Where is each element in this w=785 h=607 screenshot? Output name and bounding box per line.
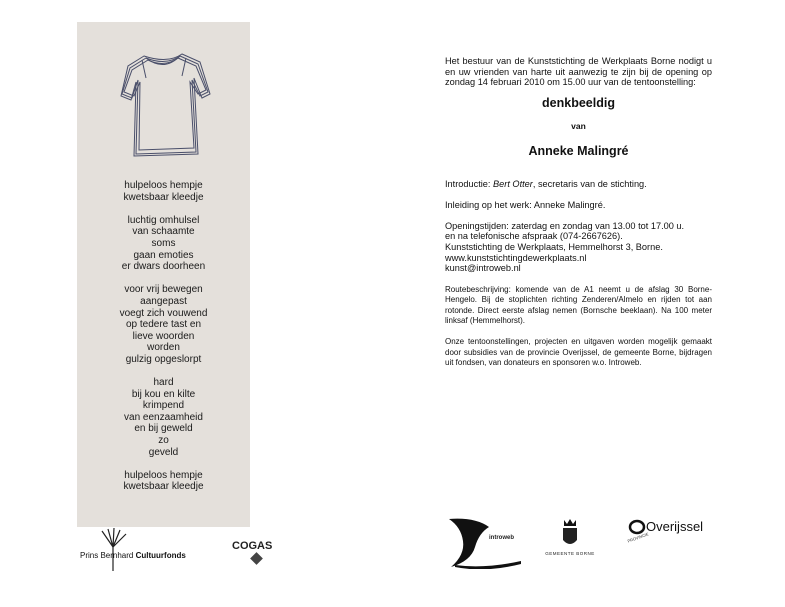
artist-name: Anneke Malingré (528, 143, 629, 158)
poem-line: hulpeloos hempje (124, 180, 203, 191)
van-label: van (571, 121, 586, 132)
opening-info (445, 221, 712, 274)
introductie-label: Introductie: (445, 178, 494, 189)
email-link[interactable]: kunst@introweb.nl (445, 263, 521, 274)
opening-line: Kunststichting de Werkplaats, Hemmelhorst 3, Borne. (445, 241, 663, 252)
crest-icon (559, 518, 581, 550)
poem-stanza (77, 377, 250, 458)
poem-line: en bij geweld (134, 423, 193, 435)
introweb-logo (445, 517, 525, 569)
subsidies-text: Onze tentoonstellingen, projecten en uitgaven worden mogelijk gemaakt door subsidies van de provincie Overijssel, de gemeente Borne, bijdragen uit fondsen, van donateurs en sponsoren w.o. Introweb. (445, 337, 712, 368)
poem-line: kwetsbaar kleedje (123, 191, 204, 203)
flower-icon (98, 527, 128, 571)
introductie-rest: , secretaris van de stichting. (532, 178, 647, 189)
website-link[interactable]: www.kunststichtingdewerkplaats.nl (445, 252, 587, 263)
introductie (445, 179, 712, 190)
poem-line: hulpeloos hempje (124, 469, 203, 481)
cultuurfonds-text: Cultuurfonds (135, 551, 186, 560)
prins-bernhard-cultuurfonds-logo (80, 527, 186, 575)
poem-line: zo (158, 435, 169, 447)
opening-line: Openingstijden: zaterdag en zondag van 13.00 tot 17.00 u. (445, 220, 685, 231)
poem-line: worden (147, 342, 180, 354)
poem-line: kwetsbaar kleedje (123, 481, 204, 493)
poem-line: voegt zich vouwend (119, 307, 208, 319)
opening-line: en na telefonische afspraak (074-2667626). (445, 231, 623, 242)
gemeente-borne-text: GEMEENTE BORNE (545, 551, 595, 556)
poem-stanza (77, 215, 250, 273)
cogas-logo (232, 540, 286, 568)
poem-line: op tedere tast en (125, 319, 202, 331)
gemeente-borne-logo (541, 518, 599, 562)
poem-line: aangepast (140, 295, 187, 307)
poem-stanza (77, 284, 250, 365)
poem-line: van schaamte (132, 226, 195, 238)
diamond-icon (250, 552, 263, 565)
poem-stanza (77, 180, 250, 203)
invitation-intro: Het bestuur van de Kunststichting de Werkplaats Borne nodigt u en uw vrienden van harte uit aanwezig te zijn bij de opening op zondag 14 februari 2010 om 15.00 uur van de tentoonstelling: (445, 56, 712, 88)
poem-line: hard (153, 377, 174, 389)
overijssel-text: Overijssel (646, 519, 704, 534)
poem-line: voor vrij bewegen (124, 284, 203, 296)
route-description: Routebeschrijving: komende van de A1 neemt u de afslag 30 Borne-Hengelo. Bij de stoplichten richting Zenderen/Almelo en rijden tot aan rotonde. Direct eerste afslag nemen (Bornsche beeklaan). Na 100 meter linksaf (Hemmelhorst). (445, 284, 712, 325)
overijssel-logo (624, 513, 706, 543)
invitation (445, 56, 712, 369)
poem-stanza (77, 470, 250, 493)
poem-line: bij kou en kilte (131, 388, 196, 400)
poem (77, 180, 250, 493)
prins-bernhard-text: Prins Bernhard (80, 551, 134, 560)
poem-line: gaan emoties (133, 249, 194, 261)
inleiding: Inleiding op het werk: Anneke Malingré. (445, 200, 606, 211)
poem-line: van eenzaamheid (124, 411, 203, 423)
provincie-text: PROVINCIE (626, 531, 650, 544)
shirt-drawing-icon (116, 50, 212, 162)
poem-line: er dwars doorheen (121, 261, 206, 273)
poem-line: geveld (148, 446, 179, 458)
poem-line: lieve woorden (132, 330, 195, 342)
poem-line: krimpend (142, 400, 185, 412)
poem-line: gulzig opgeslorpt (125, 353, 202, 365)
poem-line: luchtig omhulsel (127, 214, 200, 226)
exhibition-title: denkbeeldig (542, 95, 615, 110)
introductie-name: Bert Otter (493, 178, 533, 189)
cogas-text: COGAS (232, 540, 273, 552)
introweb-swoosh-icon (445, 517, 525, 569)
introweb-text: introweb (489, 535, 514, 541)
poem-card (77, 22, 250, 527)
poem-line: soms (151, 237, 176, 249)
